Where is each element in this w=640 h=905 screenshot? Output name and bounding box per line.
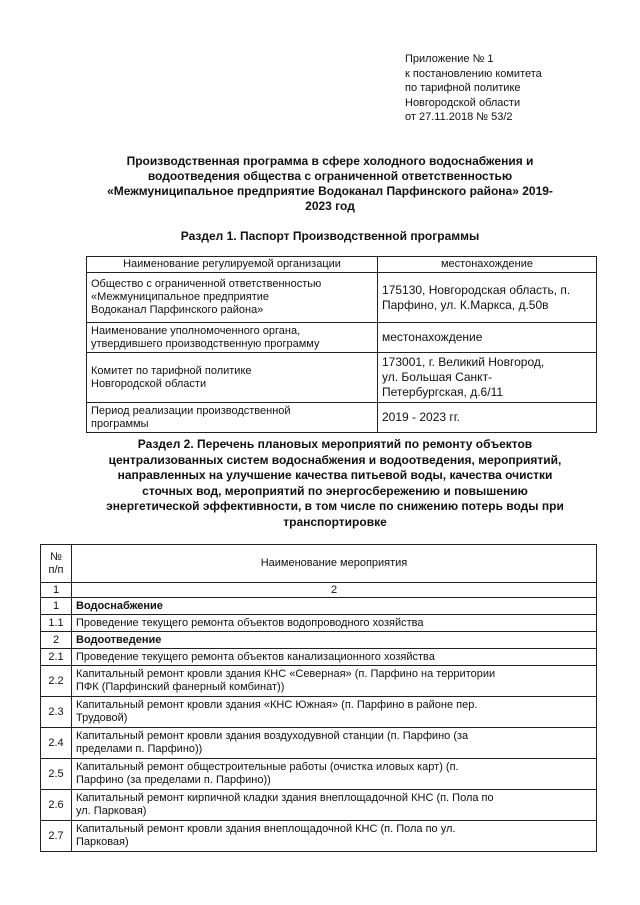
title-line: Производственная программа в сфере холодного водоснабжения и (126, 154, 534, 168)
row-name (72, 759, 597, 790)
document-title (80, 154, 580, 214)
cell-line: Период реализации производственной (91, 404, 291, 417)
cell-line: Водоканал Парфинского района» (91, 304, 264, 316)
measures-index-row (41, 583, 597, 598)
row-name: Водоотведение (72, 632, 597, 649)
passport-cell-left (87, 403, 378, 433)
row-name: Проведение текущего ремонта объектов водопроводного хозяйства (72, 615, 597, 632)
row-line: пределами п. Парфино)) (76, 743, 203, 755)
passport-row (87, 353, 597, 403)
passport-cell-left (87, 353, 378, 403)
row-name (72, 821, 597, 852)
cell-line: ул. Большая Санкт- (382, 370, 493, 384)
header-num-cell (41, 545, 72, 583)
index-cell: 2 (72, 583, 597, 598)
table-row (41, 728, 597, 759)
row-num: 2.7 (41, 821, 72, 852)
title-line: водоотведения общества с ограниченной ответственностью (147, 169, 513, 183)
passport-cell-right (378, 323, 597, 353)
table-row (41, 632, 597, 649)
passport-cell-right (378, 353, 597, 403)
cell-line: утвердившего производственную программу (91, 337, 320, 350)
passport-cell-left (87, 323, 378, 353)
header-name-cell: Наименование мероприятия (72, 545, 597, 583)
row-line: Капитальный ремонт кровли здания «КНС Южная» (п. Парфино в районе пер. (76, 699, 478, 711)
row-num: 1 (41, 598, 72, 615)
table-row (41, 821, 597, 852)
passport-cell-right (378, 403, 597, 433)
title-line: «Межмуниципальное предприятие Водоканал Парфинского района» 2019- (107, 184, 553, 198)
row-line: ул. Парковая) (76, 805, 147, 817)
appendix-line: Новгородской области (405, 96, 521, 109)
passport-cell-left (87, 273, 378, 323)
section2-heading (80, 437, 590, 530)
row-line: Капитальный ремонт кровли здания внеплощадочной КНС (п. Пола по ул. (76, 823, 456, 835)
cell-line: 175130, Новгородская область, п. (382, 282, 571, 297)
appendix-line: по тарифной политике (405, 82, 521, 94)
row-name (72, 697, 597, 728)
appendix-block (405, 52, 542, 125)
row-num: 2.6 (41, 790, 72, 821)
row-line: Трудовой) (76, 712, 128, 724)
cell-line: «Межмуниципальное предприятие (91, 291, 270, 303)
measures-header-row (41, 545, 597, 583)
table-row (41, 790, 597, 821)
row-line: Капитальный ремонт кирпичной кладки здания внеплощадочной КНС (п. Пола по (76, 792, 494, 804)
index-cell: 1 (41, 583, 72, 598)
passport-header-location: местонахождение (378, 257, 597, 273)
cell-line: Петербургская, д.6/11 (382, 385, 504, 399)
row-num: 2 (41, 632, 72, 649)
measures-table (40, 544, 597, 852)
row-line: Парковая) (76, 836, 129, 848)
table-row (41, 649, 597, 666)
heading-line: транспортировке (283, 514, 387, 529)
row-num: 2.5 (41, 759, 72, 790)
row-num: 1.1 (41, 615, 72, 632)
table-row (41, 615, 597, 632)
cell-line: программы (91, 417, 149, 430)
table-row (41, 697, 597, 728)
row-name: Проведение текущего ремонта объектов канализационного хозяйства (72, 649, 597, 666)
table-row (41, 759, 597, 790)
heading-line: направленных на улучшение качества питьевой воды, качества очистки (117, 468, 553, 482)
passport-table (86, 256, 597, 433)
heading-line: энергетической эффективности, в том числе по снижению потерь воды при (106, 499, 564, 513)
row-name (72, 790, 597, 821)
heading-line: Раздел 2. Перечень плановых мероприятий по ремонту объектов (137, 437, 533, 451)
passport-row (87, 403, 597, 433)
title-line: 2023 год (305, 199, 355, 213)
heading-line: централизованных систем водоснабжения и водоотведения, мероприятий, (108, 452, 562, 467)
row-num: 2.4 (41, 728, 72, 759)
appendix-line: к постановлению комитета (405, 67, 542, 80)
row-name: Водоснабжение (72, 598, 597, 615)
row-num: 2.3 (41, 697, 72, 728)
heading-line: сточных вод, мероприятий по энергосбережению и повышению (142, 483, 528, 498)
cell-line: местонахождение (382, 330, 483, 344)
passport-row (87, 323, 597, 353)
row-line: ПФК (Парфинский фанерный комбинат)) (76, 681, 285, 693)
row-line: Капитальный ремонт кровли здания КНС «Северная» (п. Парфино на территории (76, 668, 496, 680)
passport-header-org: Наименование регулируемой организации (87, 257, 378, 273)
cell-line: Комитет по тарифной политике (91, 364, 252, 377)
passport-row (87, 273, 597, 323)
section1-heading: Раздел 1. Паспорт Производственной программы (180, 229, 480, 243)
cell-line: 173001, г. Великий Новгород, (382, 355, 545, 369)
row-name (72, 666, 597, 697)
cell-line: Наименование уполномоченного органа, (91, 324, 301, 337)
header-num-line: № (50, 550, 62, 563)
cell-line: Общество с ограниченной ответственностью (91, 278, 322, 290)
cell-line: 2019 - 2023 гг. (382, 410, 461, 424)
header-num-line: п/п (48, 563, 64, 576)
appendix-line: от 27.11.2018 № 53/2 (405, 111, 513, 123)
row-name (72, 728, 597, 759)
row-line: Капитальный ремонт кровли здания воздуходувной станции (п. Парфино (за (76, 730, 469, 742)
table-row (41, 598, 597, 615)
cell-line: Новгородской области (91, 377, 207, 390)
passport-header-row (87, 257, 597, 273)
passport-cell-right (378, 273, 597, 323)
row-line: Парфино (за пределами п. Парфино)) (76, 774, 271, 786)
appendix-line: Приложение № 1 (405, 53, 494, 65)
row-line: Капитальный ремонт общестроительные работы (очистка иловых карт) (п. (76, 761, 459, 773)
cell-line: Парфино, ул. К.Маркса, д.50в (382, 297, 549, 312)
row-num: 2.2 (41, 666, 72, 697)
table-row (41, 666, 597, 697)
row-num: 2.1 (41, 649, 72, 666)
